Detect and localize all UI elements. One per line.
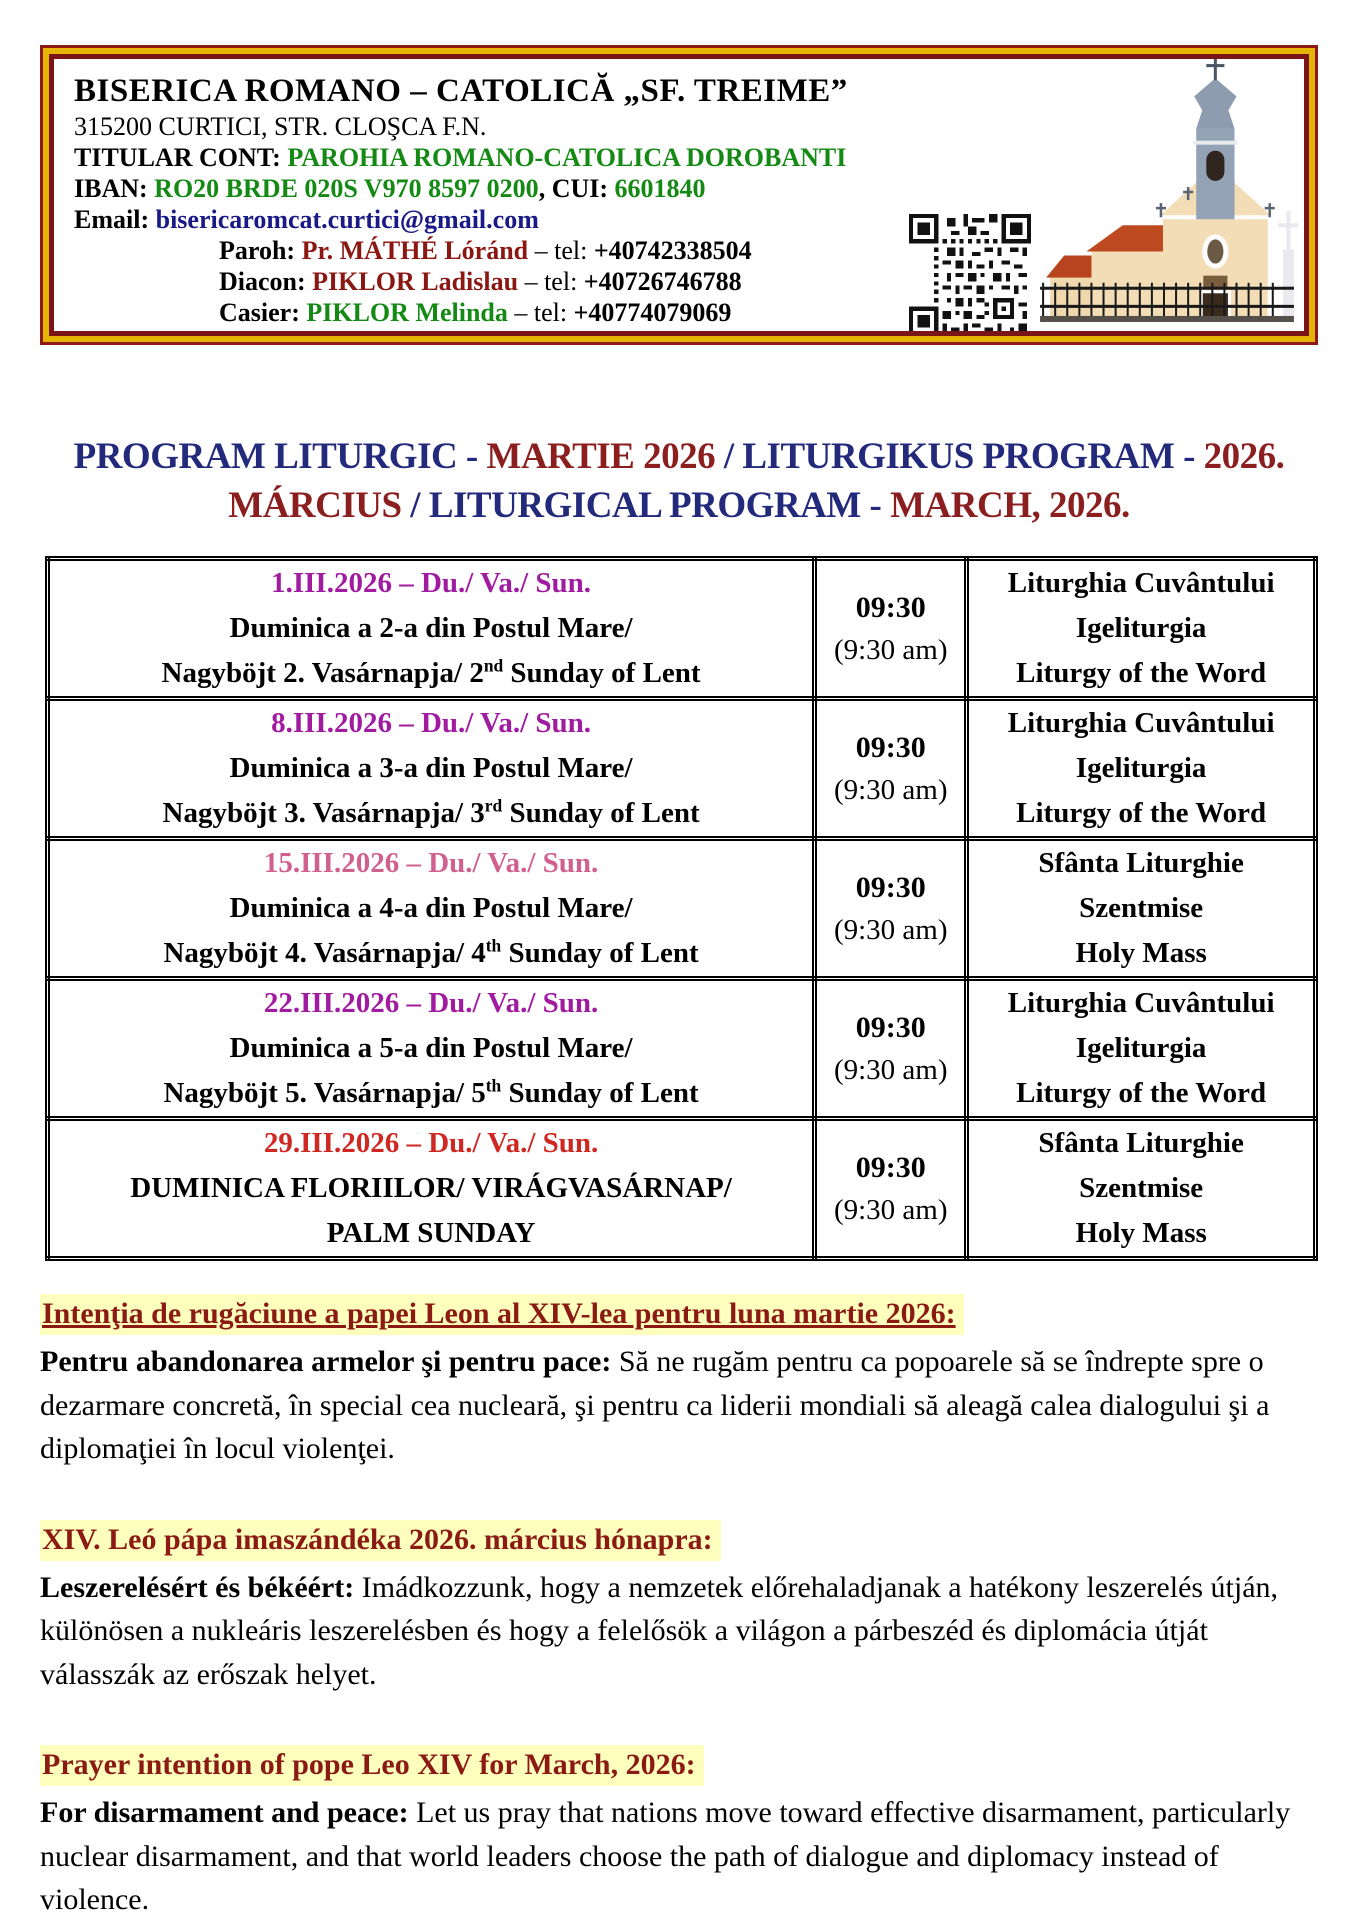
- title-segment: MARTIE 2026: [486, 436, 716, 477]
- time-cell: [815, 839, 967, 979]
- time-alt: (9:30 am): [833, 1193, 948, 1226]
- feast-line-ro: Duminica a 2-a din Postul Mare/: [229, 612, 633, 644]
- time-value: 09:30: [855, 590, 926, 624]
- service-cell: Liturghia Cuvântului Igeliturgia Liturgy of the Word: [967, 699, 1316, 839]
- time-alt: (9:30 am): [833, 1053, 948, 1086]
- service-cell: Sfânta Liturghie Szentmise Holy Mass: [967, 1119, 1316, 1259]
- page-title: [40, 432, 1318, 530]
- email-link[interactable]: bisericaromcat.curtici@gmail.com: [155, 205, 539, 234]
- account-holder-label: TITULAR CONT:: [74, 143, 281, 172]
- time-value: 09:30: [855, 870, 926, 904]
- contact-name: Pr. MÁTHÉ Lóránd: [301, 236, 529, 265]
- prayer-intention-en: [40, 1743, 1322, 1920]
- intention-body-ro: Pentru abandonarea armelor şi pentru pace: Să ne rugăm pentru ca popoarele să se îndrepte spre o dezarmare concretă, în special cea nucleară, şi pentru ca liderii mondiali să aleagă calea dialogului şi a diplomaţiei în locul violenţei.: [40, 1345, 1270, 1465]
- feast-line-hu-en: Nagyböjt 2. Vasárnapja/ 2nd Sunday of Lent: [161, 655, 701, 689]
- tel-label: – tel:: [507, 298, 574, 327]
- intention-lead-hu: Leszerelésért és békéért:: [40, 1570, 355, 1604]
- time-alt: (9:30 am): [833, 633, 948, 666]
- date-line: 15.III.2026 – Du./ Va./ Sun.: [263, 847, 599, 879]
- contact-role: Paroh:: [219, 236, 296, 265]
- header-box: [49, 54, 1309, 336]
- table-row: [48, 979, 1316, 1119]
- time-cell: [815, 1119, 967, 1259]
- title-segment: MÁRCIUS: [228, 485, 402, 526]
- contact-role: Diacon:: [219, 267, 306, 296]
- cui-label: , CUI:: [538, 174, 609, 203]
- iban-value: RO20 BRDE 020S V970 8597 0200: [154, 174, 539, 203]
- contact-paroh: [74, 235, 1304, 266]
- intention-lead-en: For disarmament and peace:: [40, 1796, 409, 1829]
- date-cell: [48, 839, 815, 979]
- church-name: BISERICA ROMANO – CATOLICĂ „SF. TREIME”: [74, 73, 848, 109]
- service-cell: Sfânta Liturghie Szentmise Holy Mass: [967, 839, 1316, 979]
- page-title-line-2: [40, 481, 1318, 530]
- tel-label: – tel:: [528, 236, 594, 265]
- contact-phone: +40774079069: [573, 298, 732, 327]
- title-segment: / LITURGICAL PROGRAM -: [401, 485, 891, 526]
- page-title-line-1: [40, 432, 1318, 481]
- feast-line-ro: DUMINICA FLORIILOR/ VIRÁGVASÁRNAP/: [130, 1172, 732, 1204]
- date-line: 29.III.2026 – Du./ Va./ Sun.: [263, 1127, 599, 1159]
- intention-heading-hu: XIV. Leó pápa imaszándéka 2026. március hónapra:: [40, 1518, 1322, 1562]
- feast-line-ro: Duminica a 3-a din Postul Mare/: [229, 752, 633, 784]
- date-cell: [48, 1119, 815, 1259]
- prayer-intentions: [40, 1292, 1322, 1920]
- liturgical-schedule-table: [45, 556, 1318, 1261]
- account-holder-line: [74, 142, 1304, 173]
- date-cell: [48, 979, 815, 1119]
- date-line: 1.III.2026 – Du./ Va./ Sun.: [271, 567, 592, 599]
- intention-body-hu: Leszerelésért és békéért: Imádkozzunk, hogy a nemzetek előrehaladjanak a hatékony leszerelés útján, különösen a nukleáris leszerelésben és hogy a felelősök a világon a párbeszéd és diplomácia útját válasszák az erőszak helyet.: [40, 1570, 1279, 1691]
- contact-casier: [74, 297, 1304, 328]
- iban-line: [74, 173, 1304, 204]
- title-segment: / LITURGIKUS PROGRAM -: [715, 436, 1204, 477]
- contact-phone: +40726746788: [583, 267, 742, 296]
- feast-line-hu-en: PALM SUNDAY: [326, 1217, 536, 1249]
- title-segment: 2026.: [1203, 436, 1285, 477]
- time-alt: (9:30 am): [833, 773, 948, 806]
- service-cell: Liturghia Cuvântului Igeliturgia Liturgy of the Word: [967, 559, 1316, 699]
- tel-label: – tel:: [518, 267, 584, 296]
- date-line: 22.III.2026 – Du./ Va./ Sun.: [263, 987, 599, 1019]
- intention-lead-ro: Pentru abandonarea armelor şi pentru pace:: [40, 1345, 612, 1378]
- feast-line-hu-en: Nagyböjt 4. Vasárnapja/ 4th Sunday of Lent: [163, 935, 699, 969]
- title-segment: PROGRAM LITURGIC -: [73, 436, 487, 477]
- feast-line-ro: Duminica a 4-a din Postul Mare/: [229, 892, 633, 924]
- date-cell: [48, 559, 815, 699]
- prayer-intention-hu: [40, 1518, 1322, 1697]
- title-segment: MARCH, 2026.: [890, 485, 1130, 526]
- time-value: 09:30: [855, 730, 926, 764]
- time-cell: [815, 979, 967, 1119]
- time-cell: [815, 559, 967, 699]
- intention-body-en: For disarmament and peace: Let us pray that nations move toward effective disarmament, particularly nuclear disarmament, and that world leaders choose the path of dialogue and diplomacy instead of violence.: [40, 1796, 1291, 1916]
- feast-line-hu-en: Nagyböjt 5. Vasárnapja/ 5th Sunday of Lent: [163, 1075, 699, 1109]
- contact-phone: +40742338504: [593, 236, 752, 265]
- time-value: 09:30: [855, 1010, 926, 1044]
- contact-diacon: [74, 266, 1304, 297]
- date-cell: [48, 699, 815, 839]
- header-frame: [40, 45, 1318, 345]
- email-label: Email:: [74, 205, 150, 234]
- time-value: 09:30: [855, 1150, 926, 1184]
- contact-name: PIKLOR Melinda: [306, 298, 508, 327]
- feast-line-hu-en: Nagyböjt 3. Vasárnapja/ 3rd Sunday of Lent: [162, 795, 700, 829]
- feast-line-ro: Duminica a 5-a din Postul Mare/: [229, 1032, 633, 1064]
- cui-value: 6601840: [614, 174, 706, 203]
- header-frame-gold-band: [43, 48, 1315, 342]
- contact-role: Casier:: [219, 298, 300, 327]
- table-row: [48, 1119, 1316, 1259]
- intention-heading-ro: Intenţia de rugăciune a papei Leon al XIV-lea pentru luna martie 2026:: [40, 1292, 1322, 1336]
- church-address: 315200 CURTICI, STR. CLOŞCA F.N.: [74, 112, 487, 141]
- table-row: [48, 839, 1316, 979]
- time-cell: [815, 699, 967, 839]
- email-line: [74, 204, 1304, 235]
- table-row: [48, 559, 1316, 699]
- time-alt: (9:30 am): [833, 913, 948, 946]
- contact-name: PIKLOR Ladislau: [312, 267, 519, 296]
- intention-heading-en: Prayer intention of pope Leo XIV for March, 2026:: [40, 1743, 1322, 1787]
- account-holder-value: PAROHIA ROMANO-CATOLICA DOROBANTI: [287, 143, 847, 172]
- table-row: [48, 699, 1316, 839]
- prayer-intention-ro: [40, 1292, 1322, 1471]
- service-cell: Liturghia Cuvântului Igeliturgia Liturgy of the Word: [967, 979, 1316, 1119]
- date-line: 8.III.2026 – Du./ Va./ Sun.: [271, 707, 592, 739]
- iban-label: IBAN:: [74, 174, 148, 203]
